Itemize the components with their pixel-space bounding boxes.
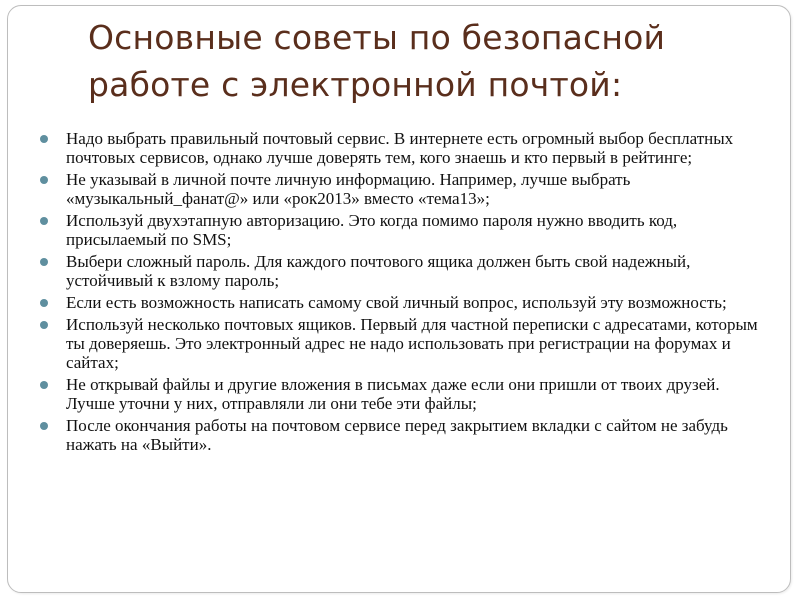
bullet-text: Не открывай файлы и другие вложения в письмах даже если они пришли от твоих друзей. Лучше уточни у них, отправляли ли они тебе эти файлы;	[66, 375, 720, 413]
bullet-dot-icon	[40, 422, 48, 430]
bullet-item	[38, 252, 758, 290]
bullet-item	[38, 315, 758, 372]
bullet-dot-icon	[40, 217, 48, 225]
bullet-text: Используй несколько почтовых ящиков. Первый для частной переписки с адресатами, которым ты доверяешь. Это электронный адрес не надо использовать при регистрации на форумах и сайтах;	[66, 315, 758, 372]
bullet-item	[38, 375, 758, 413]
bullet-dot-icon	[40, 321, 48, 329]
bullet-item	[38, 416, 758, 454]
slide-title: Основные советы по безопасной работе с электронной почтой:	[88, 18, 666, 104]
bullet-item	[38, 293, 758, 312]
bullet-item	[38, 211, 758, 249]
bullet-item	[38, 170, 758, 208]
bullet-text: Надо выбрать правильный почтовый сервис. В интернете есть огромный выбор бесплатных почтовых сервисов, однако лучше доверять тем, кого знаешь и кто первый в рейтинге;	[66, 129, 734, 167]
bullet-dot-icon	[40, 176, 48, 184]
bullet-text: Выбери сложный пароль. Для каждого почтового ящика должен быть свой надежный, устойчивый к взлому пароль;	[66, 252, 691, 290]
bullet-dot-icon	[40, 299, 48, 307]
bullet-list	[38, 129, 758, 457]
bullet-text: Если есть возможность написать самому свой личный вопрос, используй эту возможность;	[66, 293, 727, 312]
bullet-dot-icon	[40, 135, 48, 143]
bullet-text: После окончания работы на почтовом сервисе перед закрытием вкладки с сайтом не забудь нажать на «Выйти».	[66, 416, 728, 454]
bullet-dot-icon	[40, 258, 48, 266]
bullet-dot-icon	[40, 381, 48, 389]
bullet-text: Не указывай в личной почте личную информацию. Например, лучше выбрать «музыкальный_фанат@» или «рок2013» вместо «тема13»;	[66, 170, 631, 208]
bullet-item	[38, 129, 758, 167]
bullet-text: Используй двухэтапную авторизацию. Это когда помимо пароля нужно вводить код, присылаемый по SMS;	[66, 211, 678, 249]
